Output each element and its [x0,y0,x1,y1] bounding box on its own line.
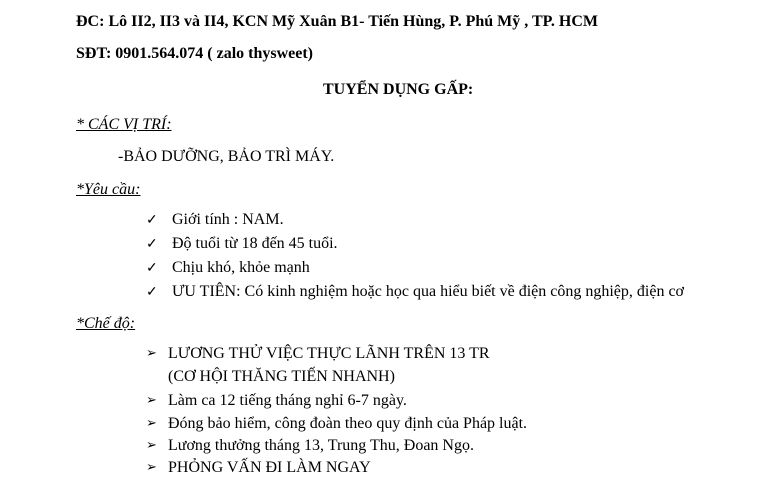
requirements-heading: *Yêu cầu: [76,181,141,198]
checkmark-icon: ✓ [146,261,158,276]
checkmark-icon: ✓ [146,237,158,252]
page-title: TUYỂN DỤNG GẤP: [323,81,474,98]
benefit-text: LƯƠNG THỬ VIỆC THỰC LÃNH TRÊN 13 TR [168,345,490,362]
checkmark-icon: ✓ [146,285,158,300]
arrow-bullet-icon: ➢ [146,437,157,452]
position-item: -BẢO DƯỠNG, BẢO TRÌ MÁY. [118,148,335,165]
requirement-item [146,282,684,303]
benefits-heading: *Chế độ: [76,315,136,332]
benefit-text: Lương thưởng tháng 13, Trung Thu, Đoan Ngọ. [168,437,474,454]
phone-line: SĐT: 0901.564.074 ( zalo thysweet) [76,45,314,62]
positions-heading: * CÁC VỊ TRÍ: [76,116,172,133]
benefit-item [146,436,474,456]
benefit-text: Đóng bảo hiểm, công đoàn theo quy định của Pháp luật. [168,415,528,432]
requirement-item [146,258,310,279]
benefit-continuation: (CƠ HỘI THĂNG TIẾN NHANH) [168,368,395,385]
requirement-item [146,234,338,255]
requirement-text: ƯU TIÊN: Có kinh nghiệm hoặc học qua hiểu biết về điện công nghiệp, điện cơ [172,283,685,300]
arrow-bullet-icon: ➢ [146,459,157,474]
benefit-item [146,391,407,411]
address-line: ĐC: Lô II2, II3 và II4, KCN Mỹ Xuân B1- Tiến Hùng, P. Phú Mỹ , TP. HCM [76,13,599,30]
benefit-text: PHỎNG VẤN ĐI LÀM NGAY [168,459,371,476]
benefit-item [146,344,490,364]
arrow-bullet-icon: ➢ [146,415,157,430]
requirement-text: Giới tính : NAM. [172,211,284,228]
benefit-text: Làm ca 12 tiếng tháng nghỉ 6-7 ngày. [168,392,407,409]
arrow-bullet-icon: ➢ [146,345,157,360]
checkmark-icon: ✓ [146,213,158,228]
arrow-bullet-icon: ➢ [146,392,157,407]
benefit-item [146,458,371,478]
requirement-text: Chịu khó, khỏe mạnh [172,259,310,276]
requirement-item [146,210,284,231]
requirement-text: Độ tuổi từ 18 đến 45 tuổi. [172,235,338,252]
benefit-item [146,414,527,434]
